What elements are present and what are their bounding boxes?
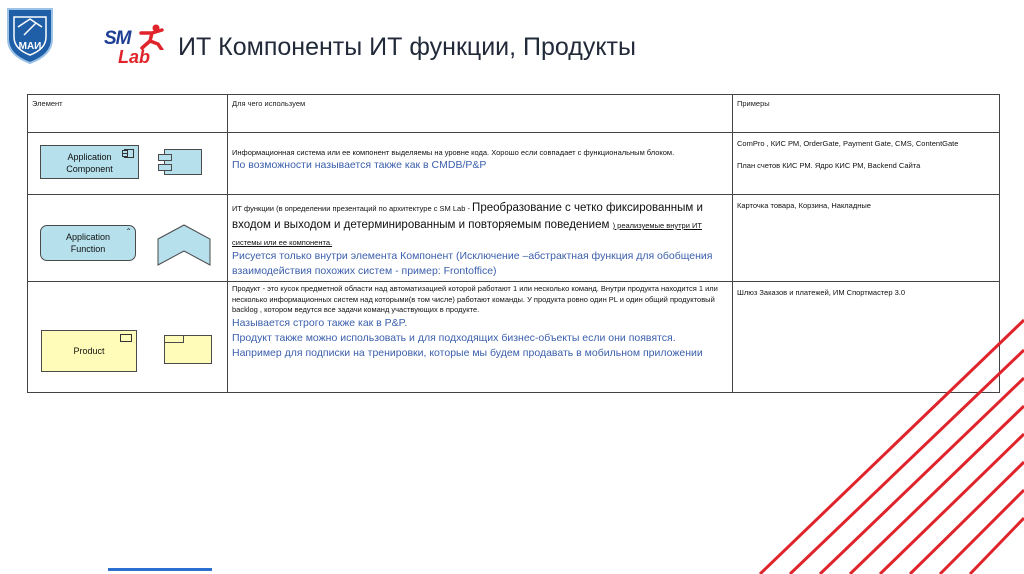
function-drawing-note: Рисуется только внутри элемента Компонент (Исключение –абстрактная функция для обобщения взаимодействия похожих систем - пример: Frontoffice) [232, 250, 713, 277]
element-cell [28, 133, 228, 195]
product-usage-note: Продукт также можно использовать и для подходящих бизнес-объекты если они появятся. Например для подписки на тренировки, которые мы будем продавать в мобильном приложении [232, 331, 703, 359]
mai-logo-text: МАИ [18, 41, 42, 52]
purpose-cell [228, 282, 733, 393]
header-element: Элемент [28, 95, 228, 133]
element-cell [28, 282, 228, 393]
page-title: ИТ Компоненты ИТ функции, Продукты [178, 33, 636, 61]
application-component-shape [40, 145, 139, 179]
purpose-cell [228, 195, 733, 282]
product-shape [41, 330, 137, 372]
function-desc-suffix: ) реализуемые внутри ИТ системы или ее компонента. [232, 221, 702, 247]
application-function-shape [40, 225, 136, 261]
component-label-line2: Component [66, 164, 113, 174]
product-example: Шлюз Заказов и платежей, ИМ Спортмастер 3.0 [737, 288, 906, 297]
smlab-lab-text: Lab [118, 47, 151, 67]
function-chevron-icon: ⌃ [125, 227, 132, 236]
component-symbol-icon [164, 149, 202, 175]
function-label-line2: Function [70, 244, 106, 254]
header-purpose: Для чего используем [228, 95, 733, 133]
bottom-accent-bar [108, 568, 212, 571]
component-label-line1: Application [67, 152, 112, 162]
function-label-line1: Application [65, 232, 111, 242]
function-desc-prefix: ИТ функции (в определении презентаций по архитектуре с SM Lab - [232, 204, 473, 213]
examples-cell [733, 195, 1000, 282]
examples-cell [733, 282, 1000, 393]
product-symbol-icon [164, 335, 212, 364]
component-description: Информационная система или ее компонент выделяемы на уровне кода. Хорошо если совпадает с функциональным блоком. [232, 148, 675, 157]
component-example-1: ComPro , КИС РМ, OrderGate, Payment Gate, CMS, ContentGate [737, 139, 959, 148]
table-header-row [28, 95, 1000, 133]
table-row [28, 282, 1000, 393]
function-example: Карточка товара, Корзина, Накладные [737, 201, 871, 210]
examples-cell [733, 133, 1000, 195]
product-icon [120, 334, 132, 342]
product-description: Продукт - это кусок предметной области над автоматизацией которой работают 1 или несколько команд. Внутри продукта находится 1 или несколько информационных систем над которыми(в том числе) работают команды. У продукта ровно один PL и один общий продуктовый backlog , котором ведутся все задачи команд участвующих в продукте. [232, 284, 718, 314]
table-row [28, 133, 1000, 195]
product-label: Product [73, 346, 105, 356]
function-symbol-icon [156, 223, 212, 267]
mai-logo [4, 5, 56, 65]
element-cell [28, 195, 228, 282]
component-naming-note: По возможности называется также как в CMDB/P&P [232, 159, 487, 171]
component-icon [124, 149, 134, 158]
product-naming-note: Называется строго также как в P&P. [232, 316, 408, 329]
purpose-cell [228, 133, 733, 195]
smlab-logo [104, 24, 170, 70]
header-examples: Примеры [733, 95, 1000, 133]
component-example-2: План счетов КИС РМ. Ядро КИС РМ, Backend Сайта [737, 161, 921, 170]
elements-table [27, 94, 1000, 393]
table-row [28, 195, 1000, 282]
smlab-sm-text: SM [104, 28, 131, 49]
function-desc-main: Преобразование с четко фиксированным и входом и выходом и детерминированным и повторяемым поведением [232, 202, 703, 231]
